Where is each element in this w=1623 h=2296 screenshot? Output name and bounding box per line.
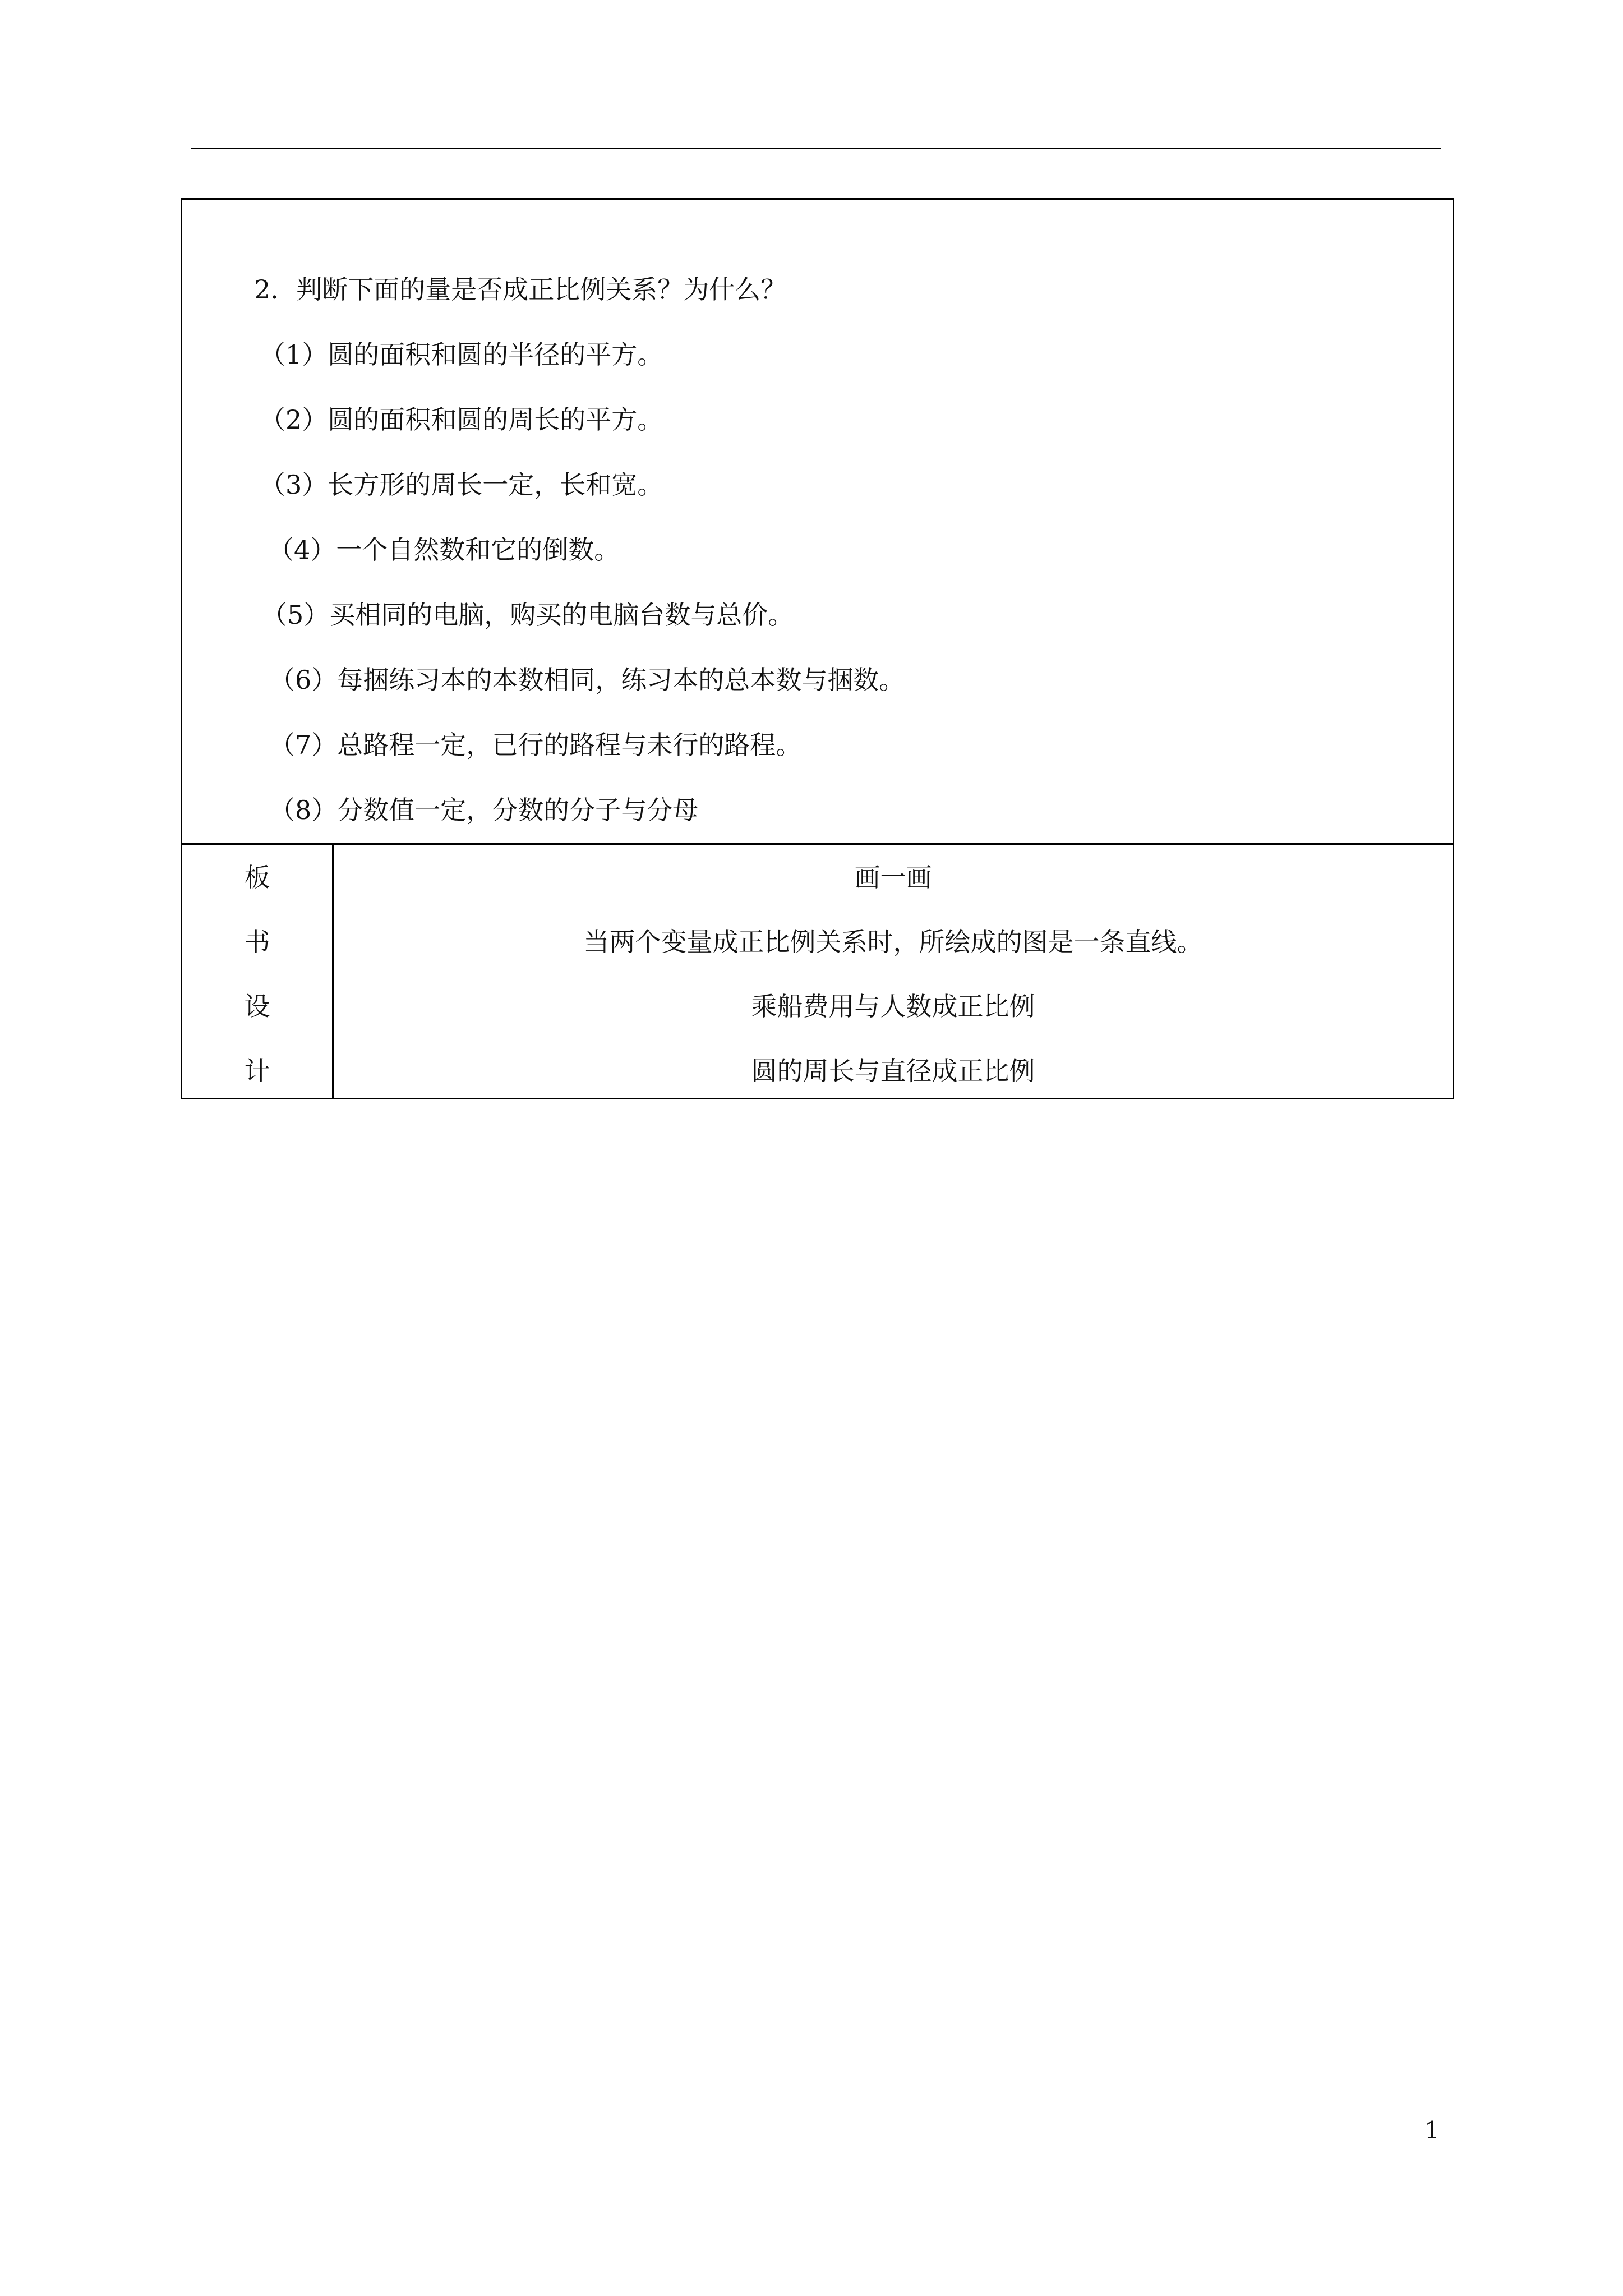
question-item-3: （3）长方形的周长一定，长和宽。 xyxy=(260,470,663,500)
question-item-4: （4）一个自然数和它的倒数。 xyxy=(268,535,620,565)
question-item-5: （5）买相同的电脑，购买的电脑台数与总价。 xyxy=(261,600,794,630)
row-divider xyxy=(182,843,1453,845)
question-item-6: （6）每捆练习本的本数相同，练习本的总本数与捆数。 xyxy=(269,665,905,695)
page-number: 1 xyxy=(1424,2116,1440,2144)
question-title: 2．判断下面的量是否成正比例关系？为什么？ xyxy=(254,274,787,305)
board-label-char-2: 书 xyxy=(244,927,270,957)
board-design-line-4: 圆的周长与直径成正比例 xyxy=(751,1056,1035,1086)
question-item-2: （2）圆的面积和圆的周长的平方。 xyxy=(260,404,663,435)
question-cell xyxy=(182,200,1453,845)
question-item-8: （8）分数值一定，分数的分子与分母 xyxy=(269,795,699,825)
board-label-char-4: 计 xyxy=(244,1056,270,1086)
board-design-line-1: 画一画 xyxy=(854,862,932,892)
board-label-char-1: 板 xyxy=(244,862,270,892)
board-label-char-3: 设 xyxy=(244,991,270,1022)
board-design-line-3: 乘船费用与人数成正比例 xyxy=(751,991,1035,1022)
lesson-table xyxy=(181,198,1454,1099)
board-design-line-2: 当两个变量成正比例关系时，所绘成的图是一条直线。 xyxy=(583,927,1203,957)
header-rule xyxy=(191,148,1441,149)
question-item-1: （1）圆的面积和圆的半径的平方。 xyxy=(260,339,663,370)
question-item-7: （7）总路程一定，已行的路程与未行的路程。 xyxy=(269,730,802,760)
